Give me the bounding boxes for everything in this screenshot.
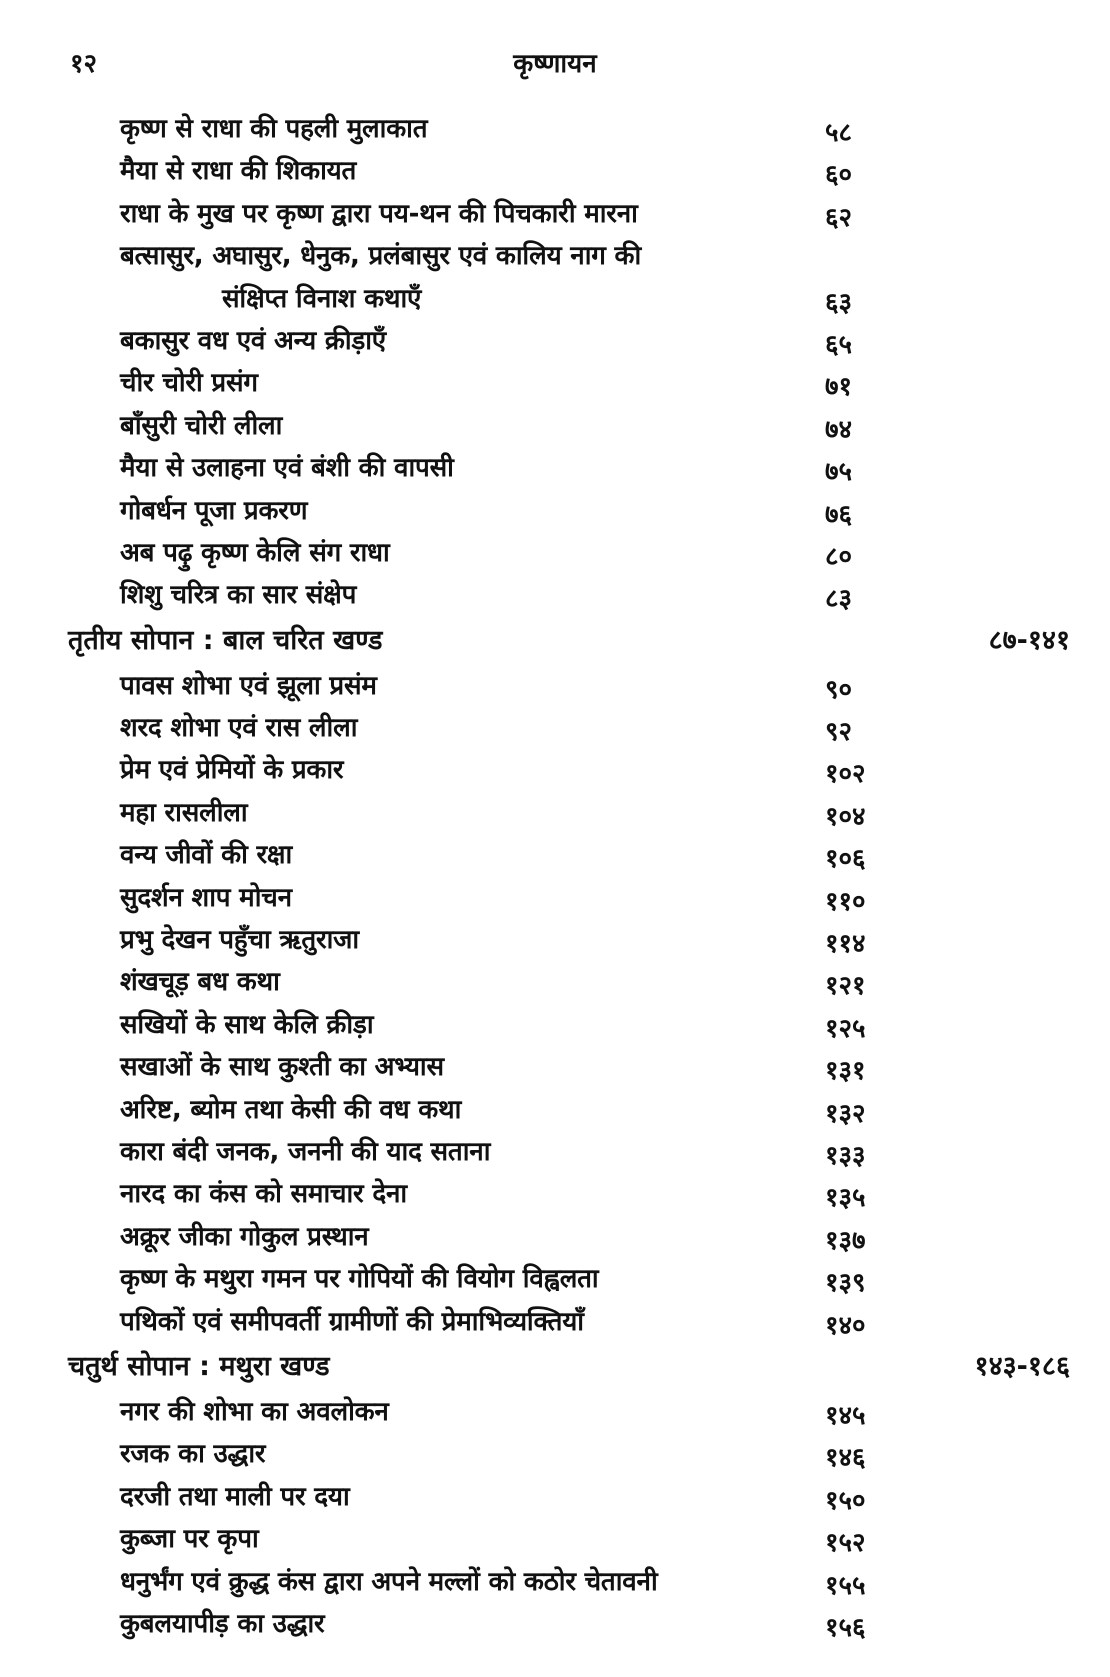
toc-entry [0, 707, 1110, 749]
toc-entry-page: ५८ [825, 118, 853, 148]
toc-entry [0, 1089, 1110, 1131]
toc-entry [0, 1173, 1110, 1215]
toc-entry-title: कुब्जा पर कृपा [120, 1524, 259, 1555]
toc-entry-page: १४० [825, 1310, 866, 1341]
toc-entry-title: नगर की शोभा का अवलोकन [120, 1396, 389, 1427]
toc-entry-title: महा रासलीला [120, 797, 248, 828]
toc-entry-continuation [0, 278, 1110, 320]
toc-entry-title: चीर चोरी प्रसंग [120, 368, 258, 399]
toc-entry [0, 193, 1110, 235]
toc-entry-page: ११० [825, 886, 866, 917]
toc-entry-page: १०६ [825, 844, 866, 875]
toc-entry-title: पावस शोभा एवं झूला प्रसंम [120, 670, 377, 701]
toc-entry-title: शिशु चरित्र का सार संक्षेप [120, 580, 357, 611]
toc-entry-title: बत्सासुर, अघासुर, धेनुक, प्रलंबासुर एवं कालिय नाग की [120, 241, 642, 272]
toc-entry [0, 447, 1110, 489]
toc-entry-title: कुबलयापीड़ का उद्धार [120, 1608, 325, 1639]
toc-entry [0, 665, 1110, 707]
toc-entry-page: ११४ [825, 929, 866, 960]
toc-entry-page: १३२ [825, 1098, 866, 1129]
toc-entry-title: सुदर्शन शाप मोचन [120, 882, 292, 913]
toc-entry [0, 1433, 1110, 1475]
section-page-range: १४३-१८६ [974, 1350, 1070, 1382]
section-heading [0, 617, 1110, 665]
toc-entry-page: ६० [825, 160, 853, 191]
toc-entry-page: १५६ [825, 1612, 866, 1643]
section-page-range: ८७-१४१ [988, 624, 1070, 656]
toc-entry-title: गोबर्धन पूजा प्रकरण [120, 495, 308, 526]
toc-entry-page: ७५ [825, 457, 853, 488]
toc-entry [0, 834, 1110, 876]
page-number: १२ [70, 49, 98, 79]
toc-entry-title: दरजी तथा माली पर दया [120, 1481, 350, 1512]
toc-entry-page: १३७ [825, 1225, 866, 1256]
toc-entry [0, 1561, 1110, 1603]
toc-entry-page: ८० [825, 541, 853, 572]
toc-entry [0, 749, 1110, 791]
toc-entry-page: १०४ [825, 801, 866, 832]
toc-entry-title: प्रभु देखन पहुँचा ऋतुराजा [120, 925, 359, 956]
toc-entry [0, 877, 1110, 919]
section-heading [0, 1343, 1110, 1391]
toc-entry-page: १४६ [825, 1443, 866, 1474]
toc-entry [0, 919, 1110, 961]
toc-entry-page: १५५ [825, 1570, 866, 1601]
toc-entry [0, 320, 1110, 362]
toc-entry-title: नारद का कंस को समाचार देना [120, 1179, 407, 1210]
toc-entry-page: ७१ [825, 372, 853, 403]
toc-entry [0, 961, 1110, 1003]
toc-entry-title: बाँसुरी चोरी लीला [120, 410, 283, 441]
toc-entry-title: सखाओं के साथ कुश्ती का अभ्यास [120, 1052, 444, 1083]
toc-entry-page: १३१ [825, 1056, 866, 1087]
toc-entry [0, 1518, 1110, 1560]
table-of-contents [0, 108, 1110, 1645]
toc-entry-page: ७६ [825, 499, 853, 530]
toc-entry [0, 1216, 1110, 1258]
section-title: चतुर्थ सोपान : मथुरा खण्ड [68, 1350, 330, 1382]
toc-entry [0, 362, 1110, 404]
toc-entry-page: ९२ [825, 717, 853, 748]
toc-entry [0, 235, 1110, 277]
toc-entry-title: शंखचूड़ बध कथा [120, 967, 280, 998]
toc-entry [0, 1603, 1110, 1645]
toc-entry-title: प्रेम एवं प्रेमियों के प्रकार [120, 755, 344, 786]
toc-entry-page: १५० [825, 1485, 866, 1516]
toc-entry-title: राधा के मुख पर कृष्ण द्वारा पय-थन की पिचकारी मारना [120, 198, 638, 229]
toc-entry [0, 490, 1110, 532]
toc-entry-page: ६२ [825, 202, 853, 233]
toc-entry-page: १२५ [825, 1013, 866, 1044]
toc-entry-title: कृष्ण के मथुरा गमन पर गोपियों की वियोग विह्वलता [120, 1264, 599, 1295]
toc-entry-page: १३३ [825, 1140, 866, 1171]
toc-entry-title: कृष्ण से राधा की पहली मुलाकात [120, 114, 428, 144]
toc-entry-title: संक्षिप्त विनाश कथाएँ [222, 283, 422, 314]
page-header [0, 44, 1110, 84]
toc-entry-title: धनुर्भंग एवं क्रुद्ध कंस द्वारा अपने मल्लों को कठोर चेतावनी [120, 1566, 658, 1597]
toc-entry-title: कारा बंदी जनक, जननी की याद सताना [120, 1136, 491, 1167]
toc-entry-title: सखियों के साथ केलि क्रीड़ा [120, 1009, 374, 1040]
toc-entry-title: शरद शोभा एवं रास लीला [120, 713, 358, 744]
toc-entry-title: बकासुर वध एवं अन्य क्रीड़ाएँ [120, 325, 386, 356]
toc-entry-title: अक्रूर जीका गोकुल प्रस्थान [120, 1221, 369, 1252]
toc-entry [0, 1046, 1110, 1088]
toc-entry-page: ६३ [825, 287, 853, 318]
toc-entry-page: ९० [825, 674, 853, 705]
toc-entry [0, 1258, 1110, 1300]
toc-entry [0, 792, 1110, 834]
toc-entry [0, 108, 1110, 150]
toc-entry [0, 1476, 1110, 1518]
toc-entry-title: पथिकों एवं समीपवर्ती ग्रामीणों की प्रेमाभिव्यक्तियाँ [120, 1306, 584, 1337]
toc-entry-title: रजक का उद्धार [120, 1439, 266, 1470]
toc-entry [0, 405, 1110, 447]
toc-entry-title: मैया से राधा की शिकायत [120, 156, 357, 187]
toc-entry-title: मैया से उलाहना एवं बंशी की वापसी [120, 453, 454, 484]
toc-entry [0, 1301, 1110, 1343]
toc-entry-page: १२१ [825, 971, 866, 1002]
toc-entry [0, 1131, 1110, 1173]
toc-entry-page: १४५ [825, 1400, 866, 1431]
toc-entry [0, 532, 1110, 574]
toc-entry-title: वन्य जीवों की रक्षा [120, 840, 293, 871]
section-title: तृतीय सोपान : बाल चरित खण्ड [68, 624, 383, 656]
toc-entry [0, 150, 1110, 192]
toc-entry-page: १३९ [825, 1268, 866, 1299]
toc-entry [0, 574, 1110, 616]
toc-entry-page: ६५ [825, 329, 853, 360]
toc-entry-page: ८३ [825, 584, 853, 615]
toc-entry-page: १५२ [825, 1528, 866, 1559]
toc-entry-title: अरिष्ट, ब्योम तथा केसी की वध कथा [120, 1094, 462, 1125]
toc-entry-page: १०२ [825, 759, 866, 790]
running-title: कृष्णायन [513, 49, 597, 79]
toc-entry [0, 1004, 1110, 1046]
toc-entry-page: ७४ [825, 414, 853, 445]
toc-entry [0, 1391, 1110, 1433]
toc-entry-page: १३५ [825, 1183, 866, 1214]
toc-entry-title: अब पढ़ु कृष्ण केलि संग राधा [120, 537, 390, 568]
